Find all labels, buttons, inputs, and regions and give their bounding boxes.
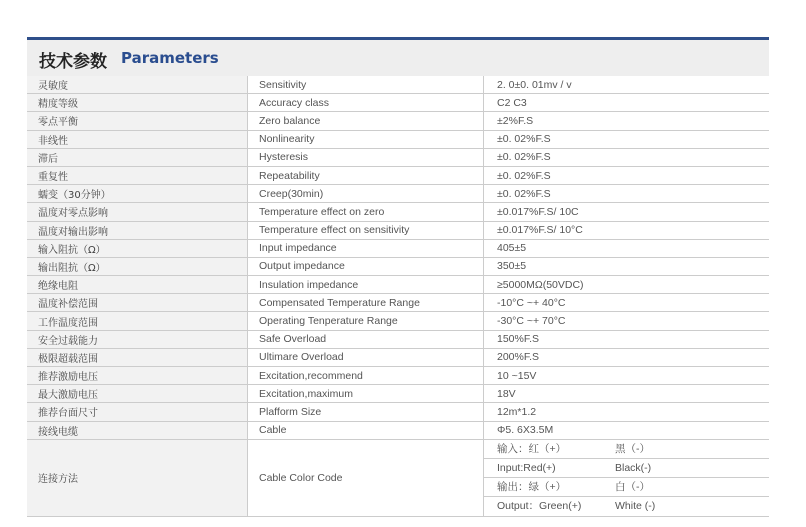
param-row [27, 203, 769, 221]
param-name-cn: 推荐台面尺寸 [27, 403, 248, 421]
param-value: 200%F.S [484, 348, 770, 366]
param-name-en: Sensitivity [248, 76, 484, 94]
param-name-cn: 温度对零点影响 [27, 203, 248, 221]
param-name-cn: 蠕变（30分钟） [27, 185, 248, 203]
param-name-en: Nonlinearity [248, 130, 484, 148]
param-row [27, 348, 769, 366]
cable-color-line-a: Output：Green(+) [497, 500, 582, 513]
param-name-cn: 温度对输出影响 [27, 221, 248, 239]
param-name-cn: 重复性 [27, 166, 248, 184]
param-name-en: Input impedance [248, 239, 484, 257]
param-name-en: Zero balance [248, 112, 484, 130]
param-value: ±0. 02%F.S [484, 185, 770, 203]
param-row [27, 312, 769, 330]
cable-color-row [27, 439, 769, 516]
param-row [27, 257, 769, 275]
cable-color-values [484, 439, 770, 516]
param-row [27, 276, 769, 294]
cable-color-line-a: 输入：红（+） [497, 442, 567, 455]
param-name-en: Cable [248, 421, 484, 439]
param-name-cn: 灵敏度 [27, 76, 248, 94]
parameters-table [27, 76, 769, 517]
param-name-cn: 滞后 [27, 148, 248, 166]
param-row [27, 166, 769, 184]
param-name-cn: 非线性 [27, 130, 248, 148]
param-value: C2 C3 [484, 94, 770, 112]
param-value: ≥5000MΩ(50VDC) [484, 276, 770, 294]
param-value: Φ5. 6X3.5M [484, 421, 770, 439]
param-name-cn: 工作温度范围 [27, 312, 248, 330]
param-name-cn: 精度等级 [27, 94, 248, 112]
param-name-en: Temperature effect on zero [248, 203, 484, 221]
param-name-en: Compensated Temperature Range [248, 294, 484, 312]
param-row [27, 385, 769, 403]
param-name-en: Plafform Size [248, 403, 484, 421]
param-name-cn: 输入阻抗（Ω） [27, 239, 248, 257]
param-value: 18V [484, 385, 770, 403]
param-value: ±0. 02%F.S [484, 130, 770, 148]
cable-color-line [484, 459, 769, 478]
param-name-en: Creep(30min) [248, 185, 484, 203]
param-value: ±0. 02%F.S [484, 148, 770, 166]
param-name-en: Output impedance [248, 257, 484, 275]
cable-color-line-b: Black(-) [615, 461, 652, 474]
param-row [27, 330, 769, 348]
param-name-en: Cable Color Code [248, 439, 484, 516]
param-value: ±0.017%F.S/ 10°C [484, 221, 770, 239]
param-row [27, 94, 769, 112]
param-row [27, 76, 769, 94]
param-name-cn: 连接方法 [27, 439, 248, 516]
param-name-cn: 安全过载能力 [27, 330, 248, 348]
param-value: 10 ~15V [484, 367, 770, 385]
param-row [27, 112, 769, 130]
param-name-cn: 推荐激励电压 [27, 367, 248, 385]
section-header [27, 40, 769, 76]
param-name-en: Operating Tenperature Range [248, 312, 484, 330]
param-value: 12m*1.2 [484, 403, 770, 421]
param-value: ±0.017%F.S/ 10C [484, 203, 770, 221]
cable-color-line-a: Input:Red(+) [497, 461, 556, 474]
param-name-en: Accuracy class [248, 94, 484, 112]
cable-color-line-b: 黑（-） [615, 442, 650, 455]
cable-color-line [484, 478, 769, 497]
param-name-en: Temperature effect on sensitivity [248, 221, 484, 239]
section-title-en: Parameters [121, 49, 219, 67]
param-row [27, 403, 769, 421]
param-row [27, 148, 769, 166]
cable-color-line [484, 440, 769, 459]
param-row [27, 185, 769, 203]
param-name-en: Insulation impedance [248, 276, 484, 294]
param-name-cn: 接线电缆 [27, 421, 248, 439]
param-name-cn: 最大激励电压 [27, 385, 248, 403]
param-value: 350±5 [484, 257, 770, 275]
param-name-en: Excitation,recommend [248, 367, 484, 385]
param-name-cn: 零点平衡 [27, 112, 248, 130]
param-name-en: Repeatability [248, 166, 484, 184]
param-row [27, 421, 769, 439]
param-name-cn: 绝缘电阻 [27, 276, 248, 294]
param-value: 405±5 [484, 239, 770, 257]
section-title-cn: 技术参数 [39, 52, 107, 72]
param-row [27, 239, 769, 257]
param-name-en: Excitation,maximum [248, 385, 484, 403]
param-name-cn: 极限超载范围 [27, 348, 248, 366]
param-row [27, 367, 769, 385]
param-row [27, 294, 769, 312]
param-name-en: Ultimare Overload [248, 348, 484, 366]
cable-color-line-b: White (-) [615, 500, 656, 513]
cable-color-line [484, 497, 769, 515]
param-value: 150%F.S [484, 330, 770, 348]
param-name-en: Hysteresis [248, 148, 484, 166]
param-row [27, 221, 769, 239]
param-row [27, 130, 769, 148]
param-value: -10°C ~+ 40°C [484, 294, 770, 312]
param-value: ±0. 02%F.S [484, 166, 770, 184]
param-name-cn: 输出阻抗（Ω） [27, 257, 248, 275]
param-name-cn: 温度补偿范围 [27, 294, 248, 312]
cable-color-line-a: 输出：绿（+） [497, 481, 567, 494]
param-value: -30°C ~+ 70°C [484, 312, 770, 330]
param-name-en: Safe Overload [248, 330, 484, 348]
cable-color-line-b: 白（-） [615, 481, 650, 494]
param-value: 2. 0±0. 01mv / v [484, 76, 770, 94]
param-value: ±2%F.S [484, 112, 770, 130]
